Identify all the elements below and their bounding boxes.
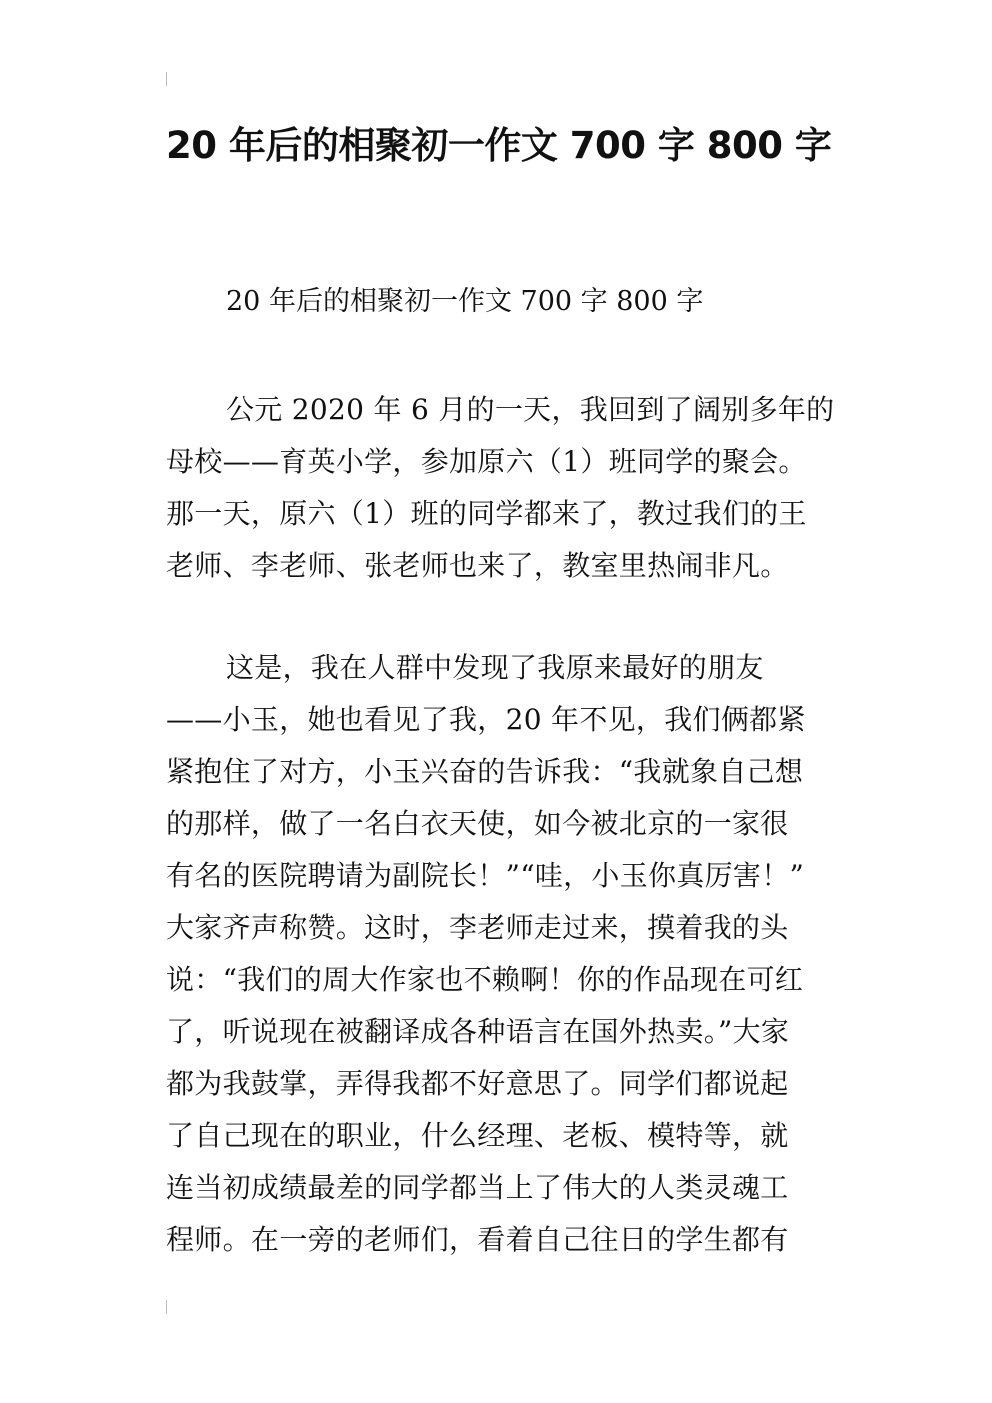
paragraph-line: 老师、李老师、张老师也来了，教室里热闹非凡。 <box>166 549 789 582</box>
paragraph-line: 说：“我们的周大作家也不赖啊！你的作品现在可红 <box>166 963 804 996</box>
paragraph-line: 那一天，原六（1）班的同学都来了，教过我们的王 <box>166 497 807 530</box>
paragraph-line: 公元 2020 年 6 月的一天，我回到了阔别多年的 <box>226 393 835 426</box>
paragraph-line: 程师。在一旁的老师们，看着自己往日的学生都有 <box>166 1223 789 1256</box>
paragraph-line: 这是，我在人群中发现了我原来最好的朋友 <box>226 651 764 684</box>
paragraph-line: 大家齐声称赞。这时，李老师走过来，摸着我的头 <box>166 911 789 944</box>
paragraph-1 <box>166 384 835 592</box>
paragraph-line: 紧抱住了对方，小玉兴奋的告诉我：“我就象自己想 <box>166 755 804 788</box>
paragraph-line: 了自己现在的职业，什么经理、老板、模特等，就 <box>166 1119 789 1152</box>
paragraph-line: 有名的医院聘请为副院长！”“哇，小玉你真厉害！” <box>166 859 805 892</box>
paragraph-line: 的那样，做了一名白衣天使，如今被北京的一家很 <box>166 807 789 840</box>
paragraph-line: ——小玉，她也看见了我，20 年不见，我们俩都紧 <box>166 703 806 736</box>
paragraph-2 <box>166 642 830 1266</box>
paragraph-line: 都为我鼓掌，弄得我都不好意思了。同学们都说起 <box>166 1067 789 1100</box>
paragraph-line: 连当初成绩最差的同学都当上了伟大的人类灵魂工 <box>166 1171 789 1204</box>
paragraph-line: 母校——育英小学，参加原六（1）班同学的聚会。 <box>166 445 807 478</box>
top-margin-mark <box>166 72 167 86</box>
document-title: 20 年后的相聚初一作文 700 字 800 字 <box>166 124 832 167</box>
document-subtitle: 20 年后的相聚初一作文 700 字 800 字 <box>226 286 704 317</box>
bottom-margin-mark <box>166 1300 167 1314</box>
paragraph-line: 了，听说现在被翻译成各种语言在国外热卖。”大家 <box>166 1015 790 1048</box>
